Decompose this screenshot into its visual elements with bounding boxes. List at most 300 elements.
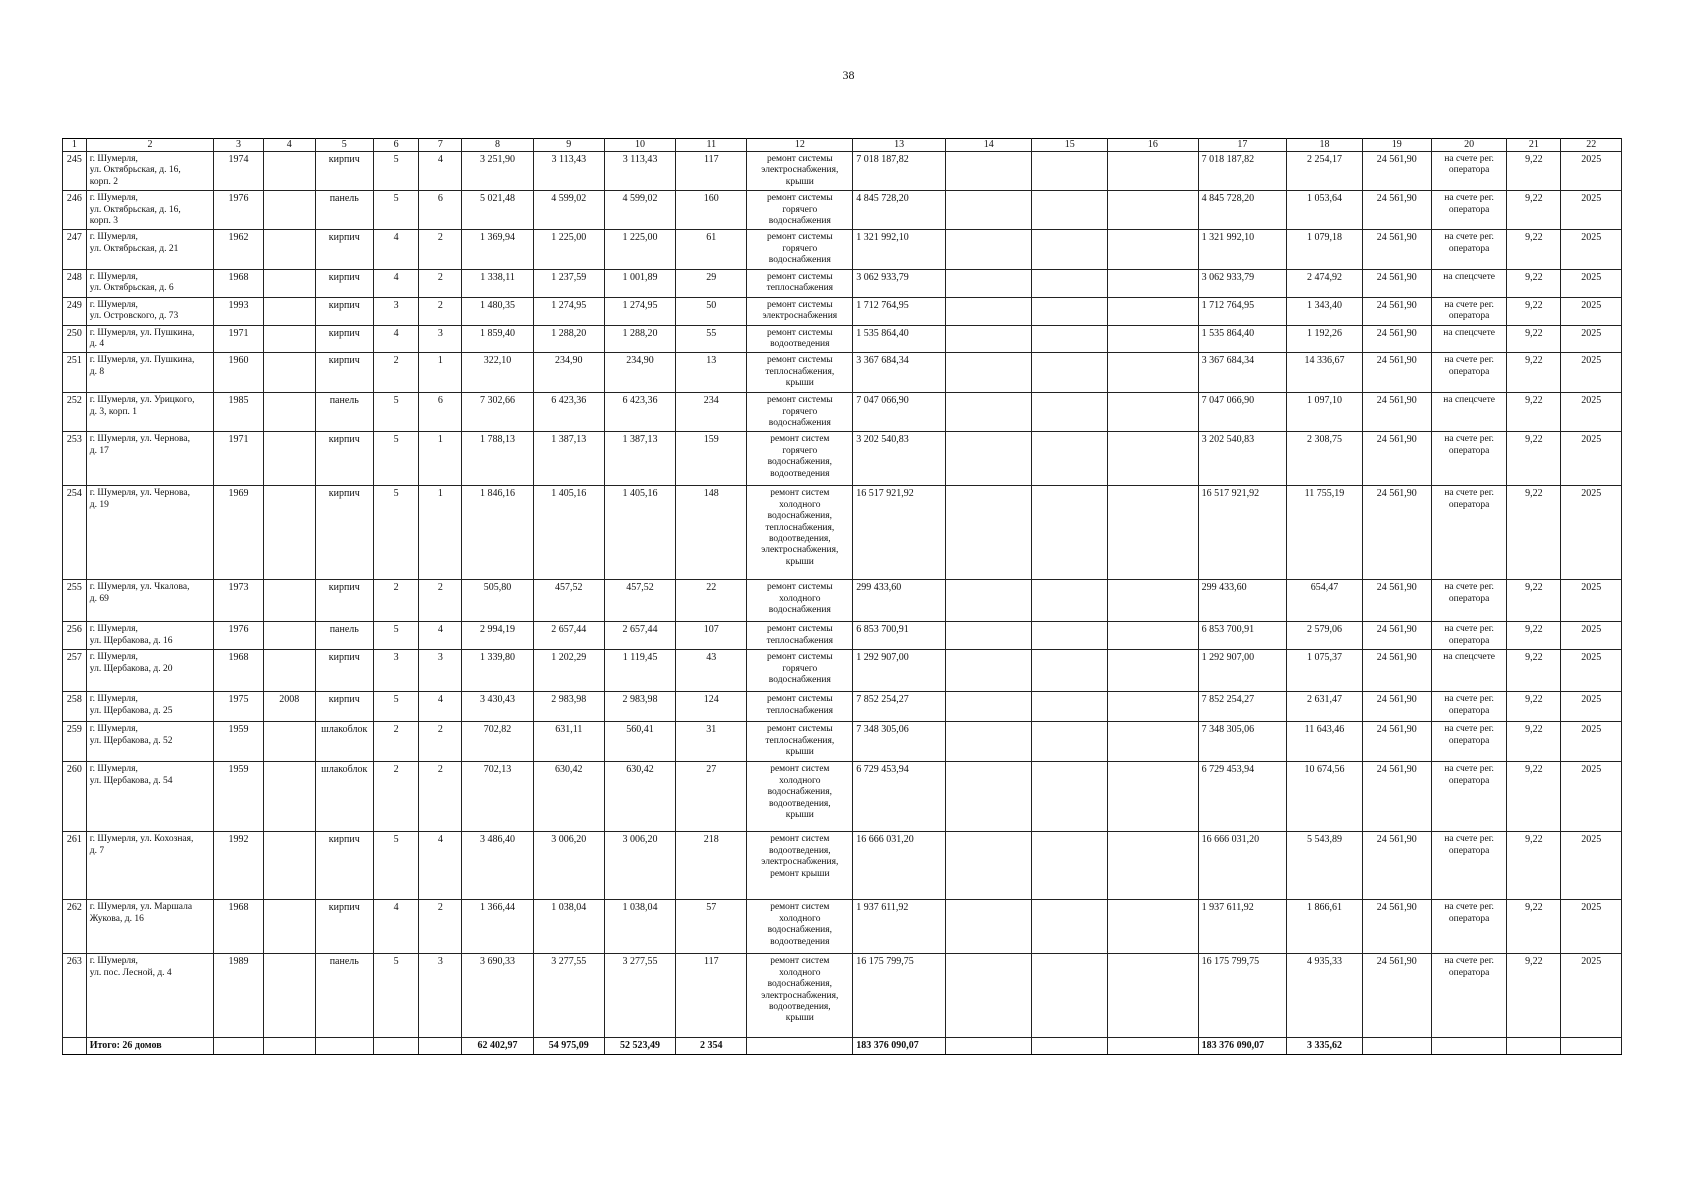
entrances-cell: 2 — [419, 762, 462, 832]
row-number-cell: 246 — [63, 191, 87, 230]
residential-area-cell: 1 288,20 — [604, 325, 675, 353]
year-built-cell: 1974 — [214, 152, 264, 191]
year-built-cell: 1976 — [214, 622, 264, 650]
owners-funds-cell: 3 062 933,79 — [1198, 269, 1287, 297]
row-number-cell: 255 — [63, 580, 87, 622]
address-cell: г. Шумерля, ул. Щербакова, д. 54 — [86, 762, 213, 832]
owners-funds-cell: 6 853 700,91 — [1198, 622, 1287, 650]
entrances-cell: 3 — [419, 954, 462, 1038]
floors-cell: 2 — [373, 353, 418, 393]
rate-cell: 9,22 — [1507, 393, 1561, 432]
year-built-cell: 1962 — [214, 230, 264, 269]
table-row — [63, 722, 1622, 762]
max-unit-cost-cell: 24 561,90 — [1362, 325, 1431, 353]
floors-cell: 5 — [373, 393, 418, 432]
fund-method-cell: на счете рег. оператора — [1431, 230, 1507, 269]
owners-funds-cell: 1 292 907,00 — [1198, 650, 1287, 692]
table-row — [63, 954, 1622, 1038]
work-type-cell: ремонт системы теплоснабжения, крыши — [747, 353, 853, 393]
col-15-cell — [1032, 692, 1108, 722]
residents-cell: 159 — [676, 432, 747, 486]
floors-cell: 3 — [373, 650, 418, 692]
total-area-sum: 62 402,97 — [462, 1038, 533, 1055]
year-built-cell: 1959 — [214, 722, 264, 762]
residential-area-cell: 3 006,20 — [604, 832, 675, 900]
total-area-cell: 1 338,11 — [462, 269, 533, 297]
total-area2-sum: 54 975,09 — [533, 1038, 604, 1055]
area-cell: 1 405,16 — [533, 486, 604, 580]
owners-funds-cell: 7 348 305,06 — [1198, 722, 1287, 762]
year-cell: 2025 — [1561, 325, 1622, 353]
year-renovated-cell — [263, 269, 315, 297]
year-built-cell: 1976 — [214, 191, 264, 230]
cost-total-cell: 16 175 799,75 — [853, 954, 946, 1038]
entrances-cell: 6 — [419, 393, 462, 432]
residential-area-cell: 3 113,43 — [604, 152, 675, 191]
col-15-cell — [1032, 954, 1108, 1038]
max-unit-cost-cell: 24 561,90 — [1362, 622, 1431, 650]
area-cell: 6 423,36 — [533, 393, 604, 432]
unit-cost-cell: 11 643,46 — [1287, 722, 1363, 762]
residents-cell: 43 — [676, 650, 747, 692]
unit-cost-cell: 2 631,47 — [1287, 692, 1363, 722]
wall-material-cell: кирпич — [315, 432, 373, 486]
total-area-cell: 1 846,16 — [462, 486, 533, 580]
entrances-cell: 2 — [419, 230, 462, 269]
residents-cell: 218 — [676, 832, 747, 900]
col-15-cell — [1032, 650, 1108, 692]
unit-cost-cell: 2 579,06 — [1287, 622, 1363, 650]
unit-cost-cell: 1 079,18 — [1287, 230, 1363, 269]
column-number-5: 5 — [315, 139, 373, 152]
area-cell: 1 387,13 — [533, 432, 604, 486]
address-cell: г. Шумерля, ул. Пушкина, д. 8 — [86, 353, 213, 393]
column-number-6: 6 — [373, 139, 418, 152]
column-number-11: 11 — [676, 139, 747, 152]
total-residents-sum: 2 354 — [676, 1038, 747, 1055]
year-cell: 2025 — [1561, 269, 1622, 297]
table-row — [63, 297, 1622, 325]
year-built-cell: 1968 — [214, 650, 264, 692]
residential-area-cell: 1 001,89 — [604, 269, 675, 297]
rate-cell: 9,22 — [1507, 954, 1561, 1038]
fund-method-cell: на счете рег. оператора — [1431, 762, 1507, 832]
max-unit-cost-cell: 24 561,90 — [1362, 900, 1431, 954]
col-15-cell — [1032, 762, 1108, 832]
unit-cost-cell: 10 674,56 — [1287, 762, 1363, 832]
col-16-cell — [1107, 900, 1198, 954]
residents-cell: 13 — [676, 353, 747, 393]
unit-cost-cell: 1 192,26 — [1287, 325, 1363, 353]
year-built-cell: 1971 — [214, 325, 264, 353]
cost-total-cell: 4 845 728,20 — [853, 191, 946, 230]
area-cell: 1 237,59 — [533, 269, 604, 297]
wall-material-cell: кирпич — [315, 692, 373, 722]
year-renovated-cell — [263, 762, 315, 832]
wall-material-cell: шлакоблок — [315, 722, 373, 762]
housing-repair-table — [62, 138, 1622, 1055]
fund-method-cell: на счете рег. оператора — [1431, 954, 1507, 1038]
unit-cost-cell: 2 308,75 — [1287, 432, 1363, 486]
residential-area-cell: 1 405,16 — [604, 486, 675, 580]
year-cell: 2025 — [1561, 580, 1622, 622]
year-renovated-cell — [263, 622, 315, 650]
residents-cell: 160 — [676, 191, 747, 230]
year-cell: 2025 — [1561, 230, 1622, 269]
table-row — [63, 393, 1622, 432]
row-number-cell: 259 — [63, 722, 87, 762]
total-area-cell: 322,10 — [462, 353, 533, 393]
year-cell: 2025 — [1561, 762, 1622, 832]
rate-cell: 9,22 — [1507, 832, 1561, 900]
address-cell: г. Шумерля, ул. Щербакова, д. 20 — [86, 650, 213, 692]
unit-cost-cell: 5 543,89 — [1287, 832, 1363, 900]
entrances-cell: 2 — [419, 269, 462, 297]
max-unit-cost-cell: 24 561,90 — [1362, 832, 1431, 900]
residents-cell: 61 — [676, 230, 747, 269]
year-cell: 2025 — [1561, 954, 1622, 1038]
year-renovated-cell — [263, 152, 315, 191]
column-number-3: 3 — [214, 139, 264, 152]
year-renovated-cell — [263, 954, 315, 1038]
entrances-cell: 4 — [419, 152, 462, 191]
col-16-cell — [1107, 650, 1198, 692]
col-15-cell — [1032, 722, 1108, 762]
cost-total-cell: 1 937 611,92 — [853, 900, 946, 954]
work-type-cell: ремонт систем холодного водоснабжения, водоотведения — [747, 900, 853, 954]
fund-method-cell: на спецсчете — [1431, 325, 1507, 353]
max-unit-cost-cell: 24 561,90 — [1362, 432, 1431, 486]
floors-cell: 2 — [373, 762, 418, 832]
max-unit-cost-cell: 24 561,90 — [1362, 230, 1431, 269]
residents-cell: 31 — [676, 722, 747, 762]
work-type-cell: ремонт системы теплоснабжения, крыши — [747, 722, 853, 762]
address-cell: г. Шумерля, ул. Октябрьская, д. 16, корп. 3 — [86, 191, 213, 230]
year-cell: 2025 — [1561, 191, 1622, 230]
table-row — [63, 486, 1622, 580]
table-row — [63, 353, 1622, 393]
table-row — [63, 650, 1622, 692]
max-unit-cost-cell: 24 561,90 — [1362, 954, 1431, 1038]
total-area-cell: 2 994,19 — [462, 622, 533, 650]
col-16-cell — [1107, 722, 1198, 762]
work-type-cell: ремонт системы теплоснабжения — [747, 692, 853, 722]
address-cell: г. Шумерля, ул. Октябрьская, д. 16, корп. 2 — [86, 152, 213, 191]
fund-method-cell: на спецсчете — [1431, 393, 1507, 432]
cost-total-cell: 6 853 700,91 — [853, 622, 946, 650]
cost-total-cell: 7 852 254,27 — [853, 692, 946, 722]
total-area-cell: 3 486,40 — [462, 832, 533, 900]
column-number-20: 20 — [1431, 139, 1507, 152]
address-cell: г. Шумерля, ул. Маршала Жукова, д. 16 — [86, 900, 213, 954]
row-number-cell: 254 — [63, 486, 87, 580]
entrances-cell: 3 — [419, 650, 462, 692]
table-row — [63, 622, 1622, 650]
floors-cell: 5 — [373, 692, 418, 722]
floors-cell: 5 — [373, 152, 418, 191]
page-number: 38 — [842, 68, 855, 82]
total-label: Итого: 26 домов — [86, 1038, 213, 1055]
fund-method-cell: на счете рег. оператора — [1431, 191, 1507, 230]
max-unit-cost-cell: 24 561,90 — [1362, 393, 1431, 432]
year-renovated-cell — [263, 486, 315, 580]
work-type-cell: ремонт системы горячего водоснабжения — [747, 650, 853, 692]
residents-cell: 148 — [676, 486, 747, 580]
year-built-cell: 1959 — [214, 762, 264, 832]
wall-material-cell: кирпич — [315, 325, 373, 353]
col-15-cell — [1032, 393, 1108, 432]
residents-cell: 27 — [676, 762, 747, 832]
cost-total-cell: 1 535 864,40 — [853, 325, 946, 353]
floors-cell: 4 — [373, 230, 418, 269]
work-type-cell: ремонт системы теплоснабжения — [747, 269, 853, 297]
total-blank-15 — [1032, 1038, 1108, 1055]
address-cell: г. Шумерля, ул. Октябрьская, д. 6 — [86, 269, 213, 297]
col-14-cell — [946, 900, 1032, 954]
table-row — [63, 191, 1622, 230]
owners-funds-cell: 16 517 921,92 — [1198, 486, 1287, 580]
wall-material-cell: кирпич — [315, 297, 373, 325]
owners-funds-cell: 3 202 540,83 — [1198, 432, 1287, 486]
year-cell: 2025 — [1561, 353, 1622, 393]
area-cell: 2 983,98 — [533, 692, 604, 722]
entrances-cell: 2 — [419, 297, 462, 325]
table-row — [63, 152, 1622, 191]
owners-funds-cell: 16 175 799,75 — [1198, 954, 1287, 1038]
column-number-21: 21 — [1507, 139, 1561, 152]
year-cell: 2025 — [1561, 297, 1622, 325]
wall-material-cell: кирпич — [315, 580, 373, 622]
wall-material-cell: панель — [315, 622, 373, 650]
wall-material-cell: кирпич — [315, 230, 373, 269]
work-type-cell: ремонт системы горячего водоснабжения — [747, 393, 853, 432]
area-cell: 234,90 — [533, 353, 604, 393]
total-blank-21 — [1507, 1038, 1561, 1055]
floors-cell: 2 — [373, 580, 418, 622]
residents-cell: 124 — [676, 692, 747, 722]
row-number-cell: 260 — [63, 762, 87, 832]
row-number-cell: 249 — [63, 297, 87, 325]
address-cell: г. Шумерля, ул. Щербакова, д. 16 — [86, 622, 213, 650]
col-15-cell — [1032, 832, 1108, 900]
residents-cell: 57 — [676, 900, 747, 954]
col-16-cell — [1107, 692, 1198, 722]
cost-total-cell: 7 047 066,90 — [853, 393, 946, 432]
year-cell: 2025 — [1561, 486, 1622, 580]
residential-area-cell: 1 387,13 — [604, 432, 675, 486]
address-cell: г. Шумерля, ул. Пушкина, д. 4 — [86, 325, 213, 353]
cost-total-cell: 3 062 933,79 — [853, 269, 946, 297]
col-14-cell — [946, 432, 1032, 486]
address-cell: г. Шумерля, ул. Урицкого, д. 3, корп. 1 — [86, 393, 213, 432]
residents-cell: 234 — [676, 393, 747, 432]
col-16-cell — [1107, 954, 1198, 1038]
total-blank-19 — [1362, 1038, 1431, 1055]
entrances-cell: 1 — [419, 353, 462, 393]
wall-material-cell: панель — [315, 954, 373, 1038]
residential-area-cell: 457,52 — [604, 580, 675, 622]
owners-funds-cell: 7 018 187,82 — [1198, 152, 1287, 191]
residential-area-cell: 2 657,44 — [604, 622, 675, 650]
floors-cell: 3 — [373, 297, 418, 325]
unit-cost-cell: 1 343,40 — [1287, 297, 1363, 325]
total-area-cell: 3 690,33 — [462, 954, 533, 1038]
total-area-cell: 7 302,66 — [462, 393, 533, 432]
max-unit-cost-cell: 24 561,90 — [1362, 762, 1431, 832]
entrances-cell: 6 — [419, 191, 462, 230]
table-row — [63, 580, 1622, 622]
col-15-cell — [1032, 900, 1108, 954]
area-cell: 3 277,55 — [533, 954, 604, 1038]
fund-method-cell: на счете рег. оператора — [1431, 832, 1507, 900]
row-number-cell: 261 — [63, 832, 87, 900]
column-number-1: 1 — [63, 139, 87, 152]
column-number-14: 14 — [946, 139, 1032, 152]
max-unit-cost-cell: 24 561,90 — [1362, 353, 1431, 393]
work-type-cell: ремонт системы теплоснабжения — [747, 622, 853, 650]
year-cell: 2025 — [1561, 432, 1622, 486]
work-type-cell: ремонт системы горячего водоснабжения — [747, 191, 853, 230]
table-row — [63, 762, 1622, 832]
col-14-cell — [946, 762, 1032, 832]
owners-funds-cell: 299 433,60 — [1198, 580, 1287, 622]
fund-method-cell: на спецсчете — [1431, 650, 1507, 692]
cost-total-cell: 7 018 187,82 — [853, 152, 946, 191]
owners-funds-cell: 3 367 684,34 — [1198, 353, 1287, 393]
work-type-cell: ремонт системы холодного водоснабжения — [747, 580, 853, 622]
residential-area-cell: 1 225,00 — [604, 230, 675, 269]
cost-total-cell: 1 292 907,00 — [853, 650, 946, 692]
col-16-cell — [1107, 297, 1198, 325]
year-renovated-cell — [263, 325, 315, 353]
col-16-cell — [1107, 152, 1198, 191]
year-built-cell: 1968 — [214, 900, 264, 954]
rate-cell: 9,22 — [1507, 580, 1561, 622]
owners-funds-cell: 7 047 066,90 — [1198, 393, 1287, 432]
address-cell: г. Шумерля, ул. Островского, д. 73 — [86, 297, 213, 325]
row-number-cell: 263 — [63, 954, 87, 1038]
wall-material-cell: кирпич — [315, 486, 373, 580]
address-cell: г. Шумерля, ул. Чернова, д. 19 — [86, 486, 213, 580]
total-area-cell: 5 021,48 — [462, 191, 533, 230]
cost-total-cell: 3 367 684,34 — [853, 353, 946, 393]
column-number-4: 4 — [263, 139, 315, 152]
unit-cost-cell: 1 053,64 — [1287, 191, 1363, 230]
year-renovated-cell — [263, 832, 315, 900]
area-cell: 4 599,02 — [533, 191, 604, 230]
rate-cell: 9,22 — [1507, 432, 1561, 486]
column-number-2: 2 — [86, 139, 213, 152]
total-blank-20 — [1431, 1038, 1507, 1055]
address-cell: г. Шумерля, ул. пос. Лесной, д. 4 — [86, 954, 213, 1038]
column-number-8: 8 — [462, 139, 533, 152]
unit-cost-cell: 4 935,33 — [1287, 954, 1363, 1038]
total-blank-22 — [1561, 1038, 1622, 1055]
work-type-cell: ремонт системы электроснабжения — [747, 297, 853, 325]
col-15-cell — [1032, 191, 1108, 230]
unit-cost-cell: 2 254,17 — [1287, 152, 1363, 191]
fund-method-cell: на счете рег. оператора — [1431, 722, 1507, 762]
floors-cell: 5 — [373, 954, 418, 1038]
column-number-16: 16 — [1107, 139, 1198, 152]
residents-cell: 22 — [676, 580, 747, 622]
column-number-18: 18 — [1287, 139, 1363, 152]
col-15-cell — [1032, 269, 1108, 297]
work-type-cell: ремонт систем холодного водоснабжения, электроснабжения, водоотведения, крыши — [747, 954, 853, 1038]
year-built-cell: 1973 — [214, 580, 264, 622]
entrances-cell: 4 — [419, 832, 462, 900]
area-cell: 3 113,43 — [533, 152, 604, 191]
table-row — [63, 692, 1622, 722]
residential-area-cell: 630,42 — [604, 762, 675, 832]
fund-method-cell: на счете рег. оператора — [1431, 486, 1507, 580]
col-14-cell — [946, 486, 1032, 580]
area-cell: 1 225,00 — [533, 230, 604, 269]
residential-area-cell: 3 277,55 — [604, 954, 675, 1038]
col-14-cell — [946, 191, 1032, 230]
column-number-15: 15 — [1032, 139, 1108, 152]
floors-cell: 5 — [373, 191, 418, 230]
total-area-cell: 1 369,94 — [462, 230, 533, 269]
unit-cost-cell: 11 755,19 — [1287, 486, 1363, 580]
year-cell: 2025 — [1561, 832, 1622, 900]
max-unit-cost-cell: 24 561,90 — [1362, 722, 1431, 762]
entrances-cell: 4 — [419, 622, 462, 650]
row-number-cell: 245 — [63, 152, 87, 191]
table-row — [63, 432, 1622, 486]
year-cell: 2025 — [1561, 622, 1622, 650]
owners-funds-cell: 6 729 453,94 — [1198, 762, 1287, 832]
area-cell: 457,52 — [533, 580, 604, 622]
total-residential-sum: 52 523,49 — [604, 1038, 675, 1055]
residents-cell: 107 — [676, 622, 747, 650]
floors-cell: 2 — [373, 722, 418, 762]
col-15-cell — [1032, 486, 1108, 580]
year-built-cell: 1992 — [214, 832, 264, 900]
column-number-7: 7 — [419, 139, 462, 152]
col-14-cell — [946, 622, 1032, 650]
col-14-cell — [946, 325, 1032, 353]
total-area-cell: 1 366,44 — [462, 900, 533, 954]
total-owners-funds-sum: 183 376 090,07 — [1198, 1038, 1287, 1055]
total-blank-6 — [373, 1038, 418, 1055]
area-cell: 630,42 — [533, 762, 604, 832]
owners-funds-cell: 1 535 864,40 — [1198, 325, 1287, 353]
unit-cost-cell: 1 075,37 — [1287, 650, 1363, 692]
address-cell: г. Шумерля, ул. Кохозная, д. 7 — [86, 832, 213, 900]
total-area-cell: 3 430,43 — [462, 692, 533, 722]
wall-material-cell: кирпич — [315, 353, 373, 393]
table-row — [63, 832, 1622, 900]
table-row — [63, 325, 1622, 353]
rate-cell: 9,22 — [1507, 900, 1561, 954]
total-area-cell: 1 859,40 — [462, 325, 533, 353]
residential-area-cell: 560,41 — [604, 722, 675, 762]
cost-total-cell: 16 517 921,92 — [853, 486, 946, 580]
year-built-cell: 1975 — [214, 692, 264, 722]
address-cell: г. Шумерля, ул. Чернова, д. 17 — [86, 432, 213, 486]
col-16-cell — [1107, 191, 1198, 230]
unit-cost-cell: 1 097,10 — [1287, 393, 1363, 432]
fund-method-cell: на счете рег. оператора — [1431, 353, 1507, 393]
residents-cell: 117 — [676, 152, 747, 191]
unit-cost-cell: 2 474,92 — [1287, 269, 1363, 297]
area-cell: 1 038,04 — [533, 900, 604, 954]
col-14-cell — [946, 393, 1032, 432]
col-15-cell — [1032, 230, 1108, 269]
total-area-cell: 1 788,13 — [462, 432, 533, 486]
year-cell: 2025 — [1561, 900, 1622, 954]
